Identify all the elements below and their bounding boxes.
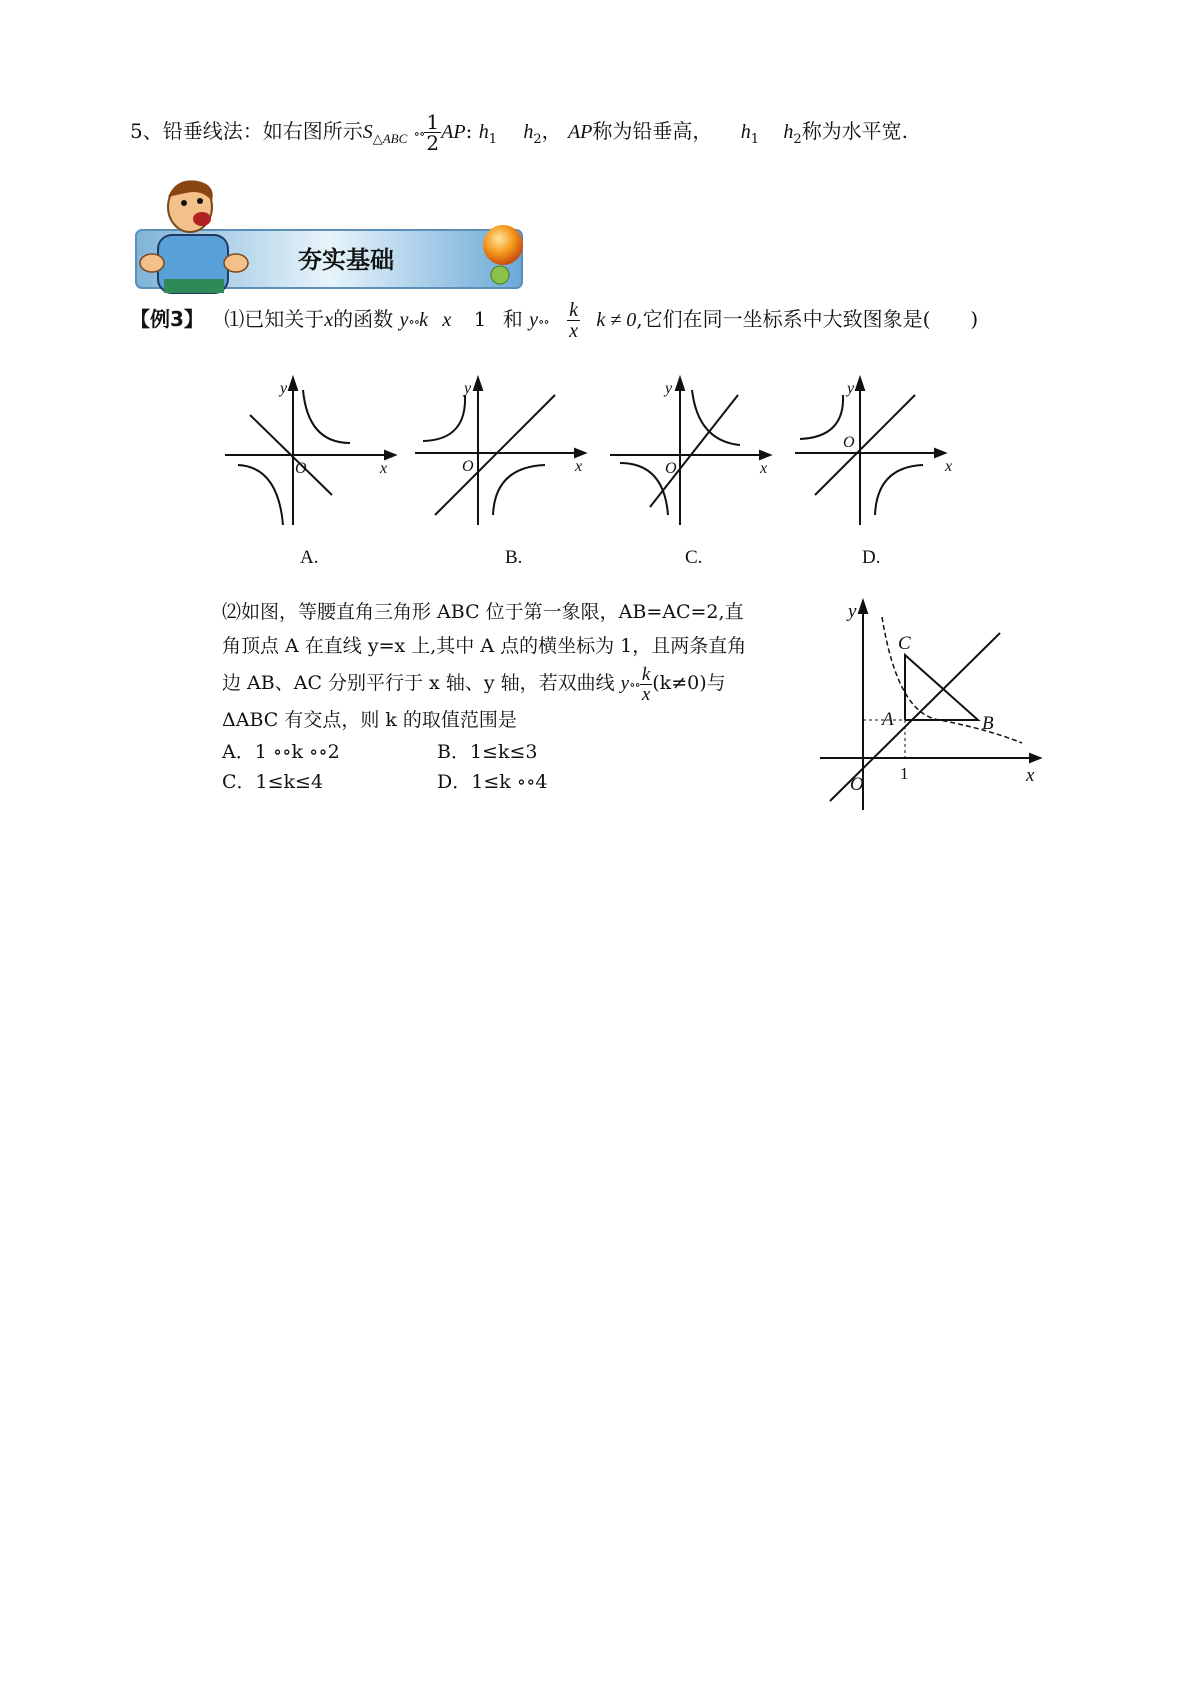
graph-label-d: D. xyxy=(862,547,881,568)
graph-b-origin: O xyxy=(462,458,474,475)
p2-line-3: 边 AB、AC 分别平行于 x 轴、y 轴，若双曲线 y∘∘ $\frac{k}{x}$ (k≠0)与 xyxy=(222,663,726,705)
graph-b xyxy=(415,378,585,525)
symbol-h1: h xyxy=(478,121,489,143)
line5-prefix: 5、铅垂线法：如右图所示 xyxy=(130,119,363,143)
graph-a-x-label: x xyxy=(380,460,388,477)
symbol-S-subscript: △ABC xyxy=(372,131,408,146)
line5-mid: 称为铅垂高， xyxy=(592,119,713,143)
symbol-h1-b: h xyxy=(740,121,751,143)
fraction-one-half: $\frac{1}{2}$ xyxy=(426,110,440,155)
banner-title: 夯实基础 xyxy=(298,246,394,274)
graph-a-y-label: y xyxy=(280,380,288,397)
option-a[interactable]: A．1 ∘∘k ∘∘2 xyxy=(222,741,340,763)
example3-part2 xyxy=(222,595,802,797)
options-row-2 xyxy=(222,767,802,797)
option-c[interactable]: C．1≤k≤4 xyxy=(222,771,324,793)
graph-c-origin: O xyxy=(665,460,677,477)
symbol-S: S xyxy=(362,121,373,143)
graph-d-x-label: x xyxy=(945,458,953,475)
option-graphs xyxy=(220,375,990,570)
fig2-point-c: C xyxy=(898,633,911,654)
banner-graphic xyxy=(128,175,538,295)
graph-d xyxy=(795,378,945,525)
graph-d-y-label: y xyxy=(847,380,855,397)
fig2-point-b: B xyxy=(982,713,994,734)
line-5: 5、铅垂线法：如右图所示$S_{\triangle ABC}$ ∘∘ $\frac{1}{2}$ AP: $h_1$ $h_2$， AP称为铅垂高， $h_1$ $h_2$称为水平宽. xyxy=(130,110,909,155)
p2-line-2: 角顶点 A 在直线 y=x 上,其中 A 点的横坐标为 1，且两条直角 xyxy=(222,635,747,657)
symbol-AP: AP xyxy=(441,121,466,143)
graph-a xyxy=(225,378,395,525)
fraction-k-over-x: $\frac{k}{x}$ xyxy=(569,299,579,342)
triangle-figure xyxy=(810,595,1050,815)
garbled-equals-glyph: ∘∘ xyxy=(413,127,425,142)
graph-b-y-label: y xyxy=(464,380,472,397)
fraction-k-over-x-2: $\frac{k}{x}$ xyxy=(641,663,651,705)
example-tag: 【例3】 xyxy=(130,307,204,331)
graph-d-origin: O xyxy=(843,434,855,451)
symbol-h2: h xyxy=(523,121,534,143)
graph-c-y-label: y xyxy=(665,380,673,397)
graph-b-x-label: x xyxy=(575,458,583,475)
fig2-tick-one: 1 xyxy=(900,764,909,783)
fig2-point-a: A xyxy=(882,709,894,730)
symbol-colon: : xyxy=(465,119,473,143)
options-row-1 xyxy=(222,737,802,767)
option-b[interactable]: B．1≤k≤3 xyxy=(437,741,538,763)
line5-suffix: 称为水平宽. xyxy=(801,119,909,143)
fig2-y-label: y xyxy=(848,601,857,622)
graph-a-origin: O xyxy=(295,460,307,477)
symbol-AP-2: AP xyxy=(567,121,593,143)
graph-c-x-label: x xyxy=(760,460,768,477)
option-d[interactable]: D．1≤k ∘∘4 xyxy=(437,771,548,793)
fig2-origin: O xyxy=(850,774,864,795)
graph-c xyxy=(610,378,770,525)
graph-label-c: C. xyxy=(685,547,703,568)
p2-line-4: ΔABC 有交点，则 k 的取值范围是 xyxy=(222,709,517,731)
example3-part1: 【例3】 ⑴已知关于x的函数 y∘∘k x 1 和 y∘∘ $\frac{k}{x}$ k ≠ 0,它们在同一坐标系中大致图象是( ) xyxy=(130,299,979,342)
symbol-h2-b: h xyxy=(783,121,794,143)
fig2-x-label: x xyxy=(1026,765,1035,786)
p2-line-1: ⑵如图，等腰直角三角形 ABC 位于第一象限，AB=AC=2,直 xyxy=(222,601,744,623)
graph-label-b: B. xyxy=(505,547,523,568)
graph-label-a: A. xyxy=(300,547,319,568)
section-banner xyxy=(128,175,538,295)
